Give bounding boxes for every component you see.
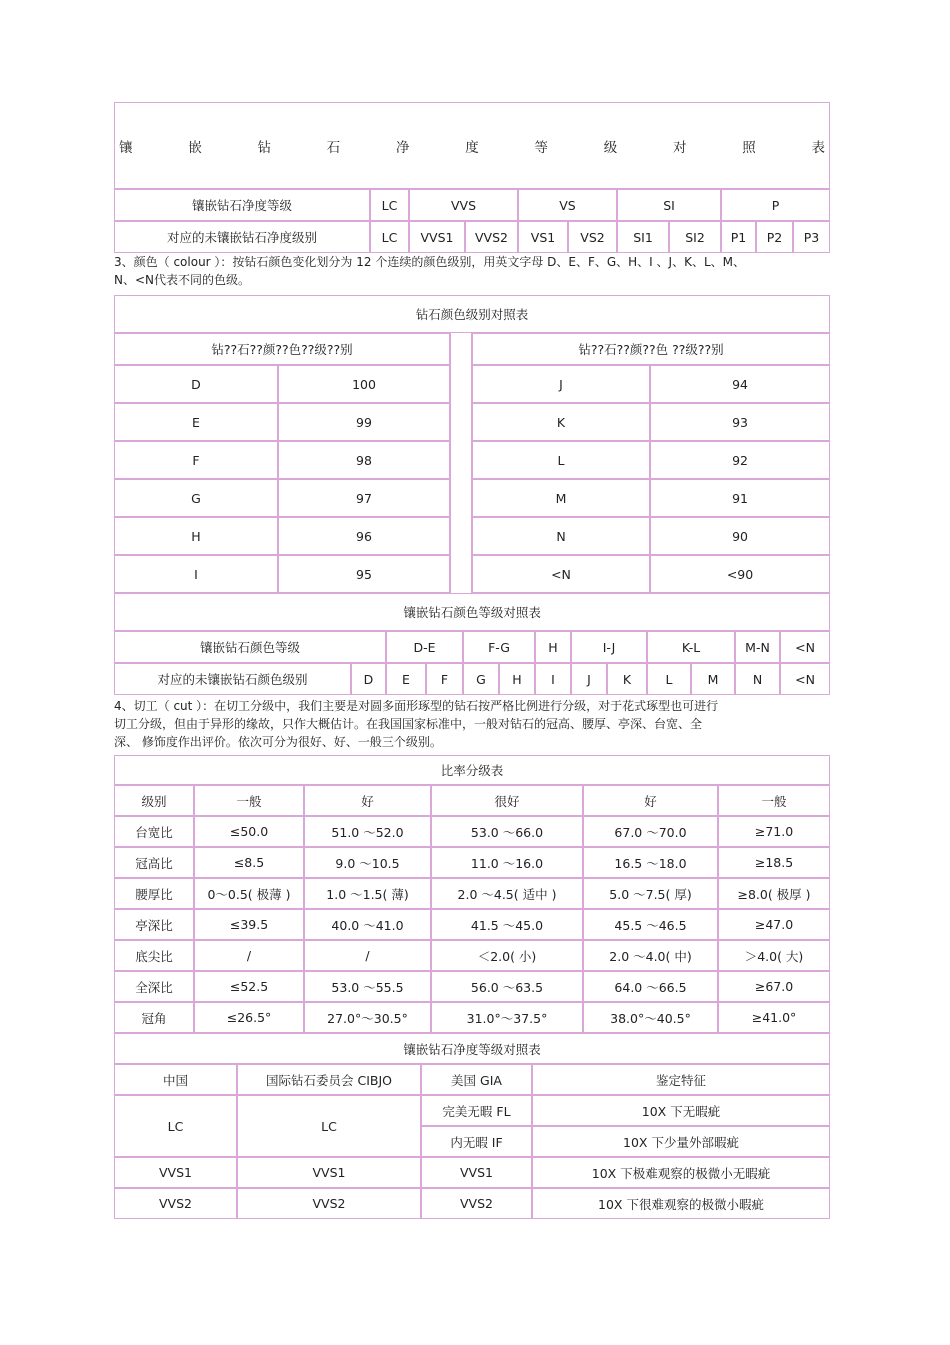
mounted-color-loose-cell: <N <box>780 663 830 695</box>
column-gap <box>450 441 472 479</box>
standards-cell: VVS1 <box>114 1157 237 1188</box>
ratio-cell: ≥47.0 <box>718 909 830 940</box>
ratio-table <box>114 755 830 1033</box>
color-grade-table <box>114 295 830 593</box>
column-gap <box>450 333 472 365</box>
ratio-cell: 冠角 <box>114 1002 194 1033</box>
ratio-cell: 67.0 ～70.0 <box>583 816 718 847</box>
ratio-cell: ≤50.0 <box>194 816 304 847</box>
mounted-color-row1-label: 镶嵌钻石颜色等级 <box>114 631 386 663</box>
clarity-title-char: 度 <box>465 139 479 156</box>
clarity-title-char: 镶 <box>119 139 133 156</box>
ratio-cell: ＞4.0( 大) <box>718 940 830 971</box>
clarity-loose-cell: P3 <box>793 221 830 253</box>
clarity-title-char: 石 <box>326 139 341 156</box>
ratio-cell: 亭深比 <box>114 909 194 940</box>
color-grade-cell: <90 <box>650 555 830 593</box>
standards-cell: VVS1 <box>237 1157 421 1188</box>
color-grade-cell: F <box>114 441 278 479</box>
table-row <box>114 878 830 909</box>
column-gap <box>450 555 472 593</box>
ratio-cell: ≥18.5 <box>718 847 830 878</box>
mounted-color-grade-cell: H <box>535 631 571 663</box>
mounted-color-loose-cell: H <box>499 663 535 695</box>
ratio-cell: 1.0 ～1.5( 薄) <box>304 878 431 909</box>
color-grade-cell: 96 <box>278 517 450 555</box>
clarity-grade-cell: LC <box>370 189 409 221</box>
ratio-header-cell: 好 <box>304 785 431 816</box>
table-row <box>114 971 830 1002</box>
ratio-header-cell: 级别 <box>114 785 194 816</box>
mounted-color-grade-cell: D-E <box>386 631 463 663</box>
color-grade-cell: 95 <box>278 555 450 593</box>
ratio-cell: 台宽比 <box>114 816 194 847</box>
standards-cell: VVS2 <box>421 1188 532 1219</box>
ratio-cell: ≥71.0 <box>718 816 830 847</box>
clarity-grade-cell: SI <box>617 189 721 221</box>
standards-cell: LC <box>114 1095 237 1157</box>
clarity-title-char: 净 <box>396 139 410 156</box>
standards-header-cell: 美国 GIA <box>421 1064 532 1095</box>
color-grade-cell: 100 <box>278 365 450 403</box>
ratio-cell: 64.0 ～66.5 <box>583 971 718 1002</box>
ratio-cell: ≤39.5 <box>194 909 304 940</box>
clarity-title-char: 嵌 <box>188 139 202 156</box>
ratio-cell: / <box>194 940 304 971</box>
ratio-cell: ≥41.0° <box>718 1002 830 1033</box>
table-row <box>114 403 830 441</box>
color-grade-cell: 97 <box>278 479 450 517</box>
table-row <box>114 909 830 940</box>
standards-cell: 10X 下很难观察的极微小暇疵 <box>532 1188 830 1219</box>
ratio-cell: 冠高比 <box>114 847 194 878</box>
color-grade-header-right: 钻??石??颜??色 ??级??别 <box>472 333 830 365</box>
clarity-grade-cell: VS <box>518 189 617 221</box>
clarity-title-char: 对 <box>673 139 687 156</box>
color-grade-cell: <N <box>472 555 650 593</box>
mounted-color-grade-cell: I-J <box>571 631 647 663</box>
clarity-loose-cell: SI1 <box>617 221 669 253</box>
mounted-color-table <box>114 593 830 695</box>
clarity-loose-cell: VVS2 <box>465 221 518 253</box>
color-grade-cell: 91 <box>650 479 830 517</box>
mounted-color-loose-cell: G <box>463 663 499 695</box>
color-grade-cell: N <box>472 517 650 555</box>
color-grade-header-left: 钻??石??颜??色??级??别 <box>114 333 450 365</box>
ratio-cell: 11.0 ～16.0 <box>431 847 583 878</box>
standards-cell: 10X 下少量外部暇疵 <box>532 1126 830 1157</box>
mounted-color-loose-cell: M <box>691 663 735 695</box>
color-grade-cell: J <box>472 365 650 403</box>
standards-header-cell: 鉴定特征 <box>532 1064 830 1095</box>
ratio-cell: 31.0°～37.5° <box>431 1002 583 1033</box>
standards-header-cell: 国际钻石委员会 CIBJO <box>237 1064 421 1095</box>
standards-cell: 内无暇 IF <box>421 1126 532 1157</box>
ratio-cell: 53.0 ～55.5 <box>304 971 431 1002</box>
ratio-cell: ＜2.0( 小) <box>431 940 583 971</box>
clarity-title-char: 照 <box>742 139 756 156</box>
table-row <box>114 365 830 403</box>
color-grade-cell: M <box>472 479 650 517</box>
clarity-title-char: 级 <box>603 139 618 156</box>
ratio-cell: 40.0 ～41.0 <box>304 909 431 940</box>
clarity-loose-cell: VS2 <box>568 221 617 253</box>
table-row <box>114 1188 830 1219</box>
clarity-title-char: 表 <box>811 139 825 156</box>
mounted-color-loose-cell: J <box>571 663 607 695</box>
mounted-color-loose-cell: L <box>647 663 691 695</box>
color-grade-cell: 99 <box>278 403 450 441</box>
mounted-color-loose-cell: K <box>607 663 647 695</box>
color-grade-cell: 92 <box>650 441 830 479</box>
mounted-color-grade-cell: <N <box>780 631 830 663</box>
mounted-color-loose-cell: N <box>735 663 780 695</box>
ratio-cell: ≥67.0 <box>718 971 830 1002</box>
mounted-color-loose-cell: I <box>535 663 571 695</box>
color-grade-cell: K <box>472 403 650 441</box>
ratio-cell: 0～0.5( 极薄 ) <box>194 878 304 909</box>
table-row <box>114 1157 830 1188</box>
color-note-line: 3、颜色（ colour ）：按钻石颜色变化划分为 12 个连续的颜色级别，用英文字母 D、E、F、G、H、I 、J、K、L、M、 <box>114 255 745 269</box>
ratio-cell: 51.0 ～52.0 <box>304 816 431 847</box>
clarity-loose-cell: VVS1 <box>409 221 465 253</box>
table-row <box>114 479 830 517</box>
color-grade-cell: 93 <box>650 403 830 441</box>
ratio-cell: ≥8.0( 极厚 ) <box>718 878 830 909</box>
table-row <box>114 816 830 847</box>
ratio-cell: 41.5 ～45.0 <box>431 909 583 940</box>
standards-cell: LC <box>237 1095 421 1157</box>
clarity-row1-label: 镶嵌钻石净度等级 <box>114 189 370 221</box>
mounted-color-grade-cell: M-N <box>735 631 780 663</box>
ratio-cell: 45.5 ～46.5 <box>583 909 718 940</box>
clarity-loose-cell: SI2 <box>669 221 721 253</box>
color-grade-cell: 90 <box>650 517 830 555</box>
ratio-cell: 56.0 ～63.5 <box>431 971 583 1002</box>
ratio-header-cell: 一般 <box>718 785 830 816</box>
ratio-header-cell: 好 <box>583 785 718 816</box>
table-row <box>114 441 830 479</box>
ratio-cell: ≤52.5 <box>194 971 304 1002</box>
ratio-cell: ≤26.5° <box>194 1002 304 1033</box>
standards-header-cell: 中国 <box>114 1064 237 1095</box>
clarity-loose-cell: P1 <box>721 221 756 253</box>
ratio-cell: 5.0 ～7.5( 厚) <box>583 878 718 909</box>
ratio-cell: 底尖比 <box>114 940 194 971</box>
cut-note-line: 深、 修饰度作出评价。依次可分为很好、好、一般三个级别。 <box>114 735 442 749</box>
clarity-table-title <box>114 102 830 189</box>
mounted-color-row2-label: 对应的未镶嵌钻石颜色级别 <box>114 663 351 695</box>
color-grade-cell: E <box>114 403 278 441</box>
ratio-cell: 2.0 ～4.5( 适中 ) <box>431 878 583 909</box>
clarity-grade-cell: VVS <box>409 189 518 221</box>
clarity-loose-cell: LC <box>370 221 409 253</box>
cut-note-line: 4、切工（ cut ）：在切工分级中，我们主要是对圆多面形琢型的钻石按严格比例进行分级，对于花式琢型也可进行 <box>114 699 719 713</box>
ratio-cell: 腰厚比 <box>114 878 194 909</box>
column-gap <box>450 403 472 441</box>
ratio-cell: / <box>304 940 431 971</box>
column-gap <box>450 517 472 555</box>
standards-cell: VVS2 <box>114 1188 237 1219</box>
ratio-cell: 全深比 <box>114 971 194 1002</box>
color-grade-title: 钻石颜色级别对照表 <box>114 295 830 333</box>
color-note-line: N、<N代表不同的色级。 <box>114 273 251 287</box>
clarity-loose-cell: P2 <box>756 221 793 253</box>
table-row <box>114 555 830 593</box>
clarity-loose-cell: VS1 <box>518 221 568 253</box>
mounted-color-loose-cell: F <box>426 663 463 695</box>
standards-table-title: 镶嵌钻石净度等级对照表 <box>114 1033 830 1064</box>
color-grade-cell: 94 <box>650 365 830 403</box>
standards-table <box>114 1033 830 1219</box>
standards-cell: 完美无暇 FL <box>421 1095 532 1126</box>
column-gap <box>450 479 472 517</box>
standards-cell: VVS1 <box>421 1157 532 1188</box>
cut-note-line: 切工分级，但由于异形的缘故，只作大概估计。在我国国家标准中，一般对钻石的冠高、腰厚、亭深、台宽、全 <box>114 717 703 731</box>
ratio-cell: 2.0 ～4.0( 中) <box>583 940 718 971</box>
color-grade-cell: L <box>472 441 650 479</box>
standards-cell: 10X 下无暇疵 <box>532 1095 830 1126</box>
column-gap <box>450 365 472 403</box>
table-row <box>114 940 830 971</box>
table-row <box>114 517 830 555</box>
ratio-cell: 38.0°～40.5° <box>583 1002 718 1033</box>
document-page <box>114 102 830 1219</box>
clarity-title-char: 等 <box>534 139 548 156</box>
ratio-cell: ≤8.5 <box>194 847 304 878</box>
ratio-cell: 53.0 ～66.0 <box>431 816 583 847</box>
mounted-color-title: 镶嵌钻石颜色等级对照表 <box>114 593 830 631</box>
mounted-color-grade-cell: F-G <box>463 631 535 663</box>
ratio-table-title: 比率分级表 <box>114 755 830 785</box>
color-grade-cell: I <box>114 555 278 593</box>
table-row <box>114 1002 830 1033</box>
ratio-header-cell: 很好 <box>431 785 583 816</box>
color-grade-cell: D <box>114 365 278 403</box>
standards-cell: VVS2 <box>237 1188 421 1219</box>
standards-cell: 10X 下极难观察的极微小无暇疵 <box>532 1157 830 1188</box>
ratio-cell: 16.5 ～18.0 <box>583 847 718 878</box>
clarity-title-char: 钻 <box>257 139 271 156</box>
color-grade-cell: G <box>114 479 278 517</box>
color-grade-cell: H <box>114 517 278 555</box>
mounted-color-grade-cell: K-L <box>647 631 735 663</box>
clarity-row2-label: 对应的未镶嵌钻石净度级别 <box>114 221 370 253</box>
mounted-color-loose-cell: E <box>386 663 426 695</box>
clarity-table <box>114 102 830 253</box>
ratio-cell: 9.0 ～10.5 <box>304 847 431 878</box>
color-grade-cell: 98 <box>278 441 450 479</box>
mounted-color-loose-cell: D <box>351 663 386 695</box>
ratio-cell: 27.0°～30.5° <box>304 1002 431 1033</box>
ratio-header-cell: 一般 <box>194 785 304 816</box>
table-row <box>114 847 830 878</box>
clarity-grade-cell: P <box>721 189 830 221</box>
